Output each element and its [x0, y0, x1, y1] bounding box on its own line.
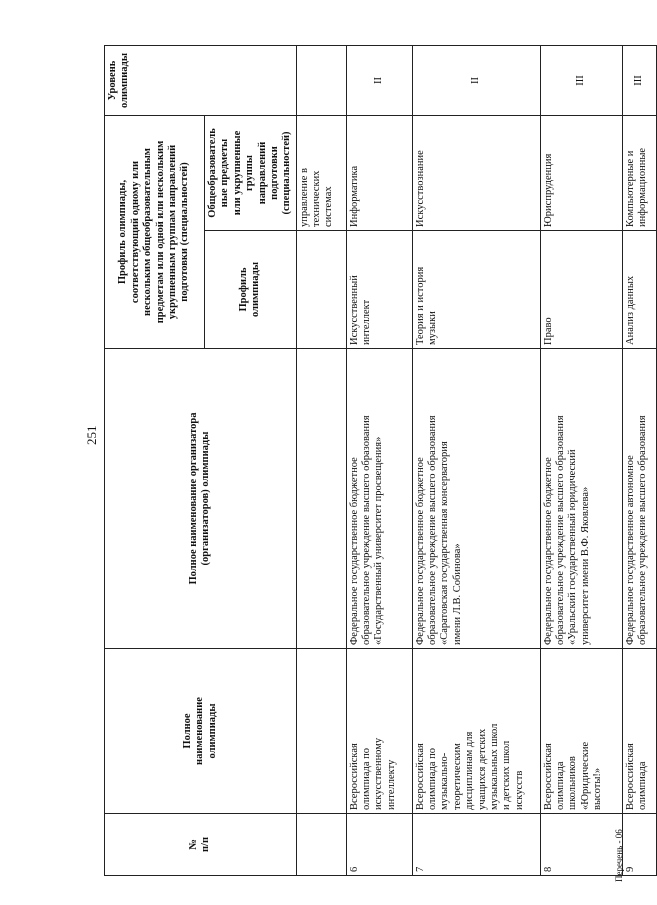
- header-num: № п/п: [105, 814, 297, 876]
- cont-subjects: управление в технических системах: [296, 116, 346, 231]
- header-profile-group: Профиль олимпиады, соответствующий одному или нескольким общеобразовательным предметам или одной или нескольким укрупненным группам направлений подготовки (специальностей): [105, 116, 205, 349]
- row-num: 9: [622, 814, 656, 876]
- row-name: Всероссийская олимпиада: [622, 649, 656, 814]
- row-profile: Анализ данных: [622, 231, 656, 349]
- table-row: [622, 46, 656, 876]
- row-organizer: Федеральное государственное бюджетное образовательное учреждение высшего образования «Саратовская государственная консерватория имени Л.В. Собинова»: [412, 349, 540, 649]
- row-num: 7: [412, 814, 540, 876]
- cont-name: [296, 649, 346, 814]
- header-profile: Профиль олимпиады: [205, 231, 297, 349]
- row-num: 8: [540, 814, 622, 876]
- olympiad-table: [104, 45, 657, 876]
- row-profile: Теория и история музыки: [412, 231, 540, 349]
- header-subjects: Общеобразователь ные предметы или укрупненные группы направлений подготовки (специальностей): [205, 116, 297, 231]
- cont-num: [296, 814, 346, 876]
- cont-organizer: [296, 349, 346, 649]
- header-row-1: [105, 46, 205, 876]
- row-profile: Искусственный интеллект: [346, 231, 412, 349]
- row-name: Всероссийская олимпиада школьников «Юридические высоты!»: [540, 649, 622, 814]
- row-organizer: Федеральное государственное бюджетное образовательное учреждение высшего образования «Государственный университет просвещения»: [346, 349, 412, 649]
- continuation-row: [296, 46, 346, 876]
- header-name: Полное наименование олимпиады: [105, 649, 297, 814]
- row-subjects: Информатика: [346, 116, 412, 231]
- row-level: III: [622, 46, 656, 116]
- row-profile: Право: [540, 231, 622, 349]
- row-name: Всероссийская олимпиада по искусственному интеллекту: [346, 649, 412, 814]
- row-level: III: [540, 46, 622, 116]
- table-row: [540, 46, 622, 876]
- page-number: 251: [84, 425, 99, 445]
- row-level: II: [346, 46, 412, 116]
- row-name: Всероссийская олимпиада по музыкально- теоретическим дисциплинам для учащихся детских музыкальных школ и детских школ искусств: [412, 649, 540, 814]
- row-subjects: Компьютерные и информационные: [622, 116, 656, 231]
- header-organizer: Полное наименование организатора (организаторов) олимпиады: [105, 349, 297, 649]
- row-num: 6: [346, 814, 412, 876]
- row-level: II: [412, 46, 540, 116]
- cont-level: [296, 46, 346, 116]
- footer-note: Перечень - 06: [614, 829, 624, 882]
- table-row: [412, 46, 540, 876]
- header-level: Уровень олимпиады: [105, 46, 297, 116]
- row-subjects: Искусствознание: [412, 116, 540, 231]
- row-organizer: Федеральное государственное автономное образовательное учреждение высшего образования: [622, 349, 656, 649]
- cont-profile: [296, 231, 346, 349]
- table-row: [346, 46, 412, 876]
- row-organizer: Федеральное государственное бюджетное образовательное учреждение высшего образования «Уральский государственный юридический университет имени В.Ф. Яковлева»: [540, 349, 622, 649]
- row-subjects: Юриспруденция: [540, 116, 622, 231]
